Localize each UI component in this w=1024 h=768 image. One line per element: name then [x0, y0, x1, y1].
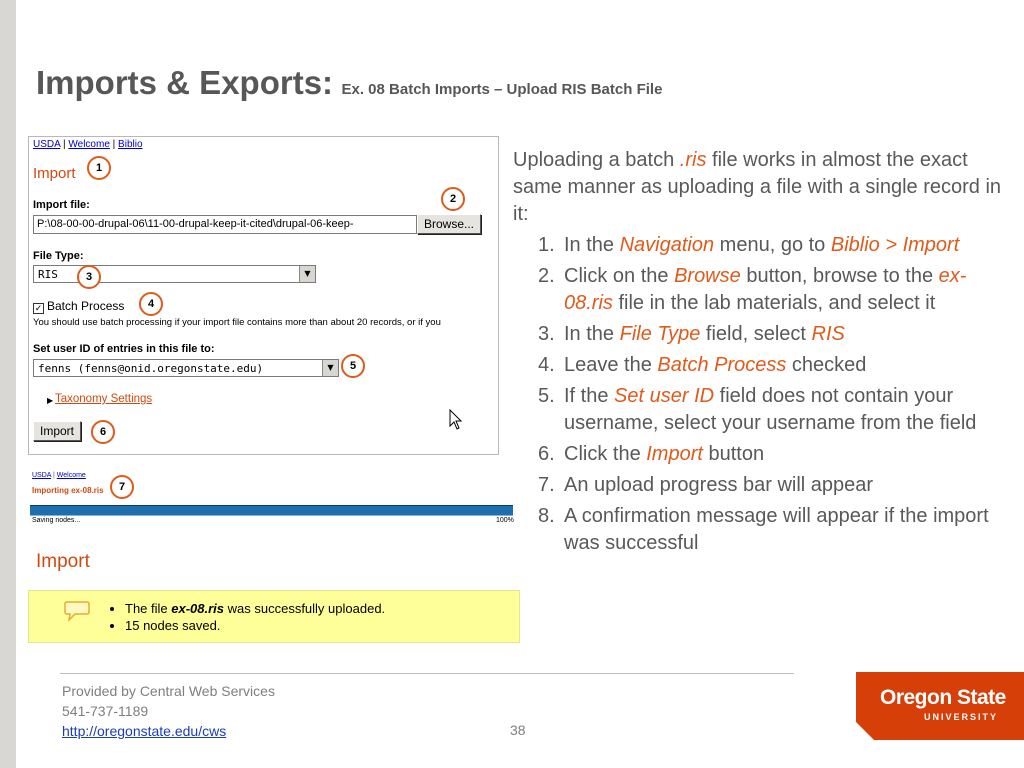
- upload-progress-bar: [30, 505, 513, 516]
- step-highlight: Batch Process: [657, 354, 787, 376]
- step-highlight: RIS: [811, 323, 845, 345]
- confirmation-item: • The file ex-08.ris was successfully uploaded.: [125, 601, 385, 616]
- left-accent-bar: [0, 0, 16, 768]
- step-highlight: Browse: [674, 265, 741, 287]
- progress-breadcrumb-usda[interactable]: USDA: [32, 472, 52, 479]
- user-id-label: Set user ID of entries in this file to:: [33, 343, 215, 355]
- breadcrumb-welcome[interactable]: Welcome: [68, 139, 110, 150]
- step-text: checked: [786, 354, 867, 376]
- progress-breadcrumb: USDA | Welcome: [32, 472, 86, 479]
- step-text: Click on the: [564, 265, 675, 287]
- confirmation-list: [125, 601, 385, 635]
- taxonomy-settings-link[interactable]: Taxonomy Settings: [55, 393, 153, 405]
- step-item: [513, 441, 1003, 468]
- step-highlight: ex-08.ris: [564, 265, 967, 314]
- step-text: Leave the: [564, 354, 658, 376]
- step-text: In the: [564, 234, 620, 256]
- footer-divider: [60, 673, 794, 674]
- file-type-label: File Type:: [33, 250, 84, 262]
- user-id-select[interactable]: [33, 359, 339, 377]
- steps-list: [513, 232, 1003, 557]
- osu-logo: [856, 672, 1024, 740]
- confirmation-item: • 15 nodes saved.: [125, 618, 385, 633]
- step-text: button, browse to the: [740, 265, 939, 287]
- step-number: 2.: [538, 265, 555, 287]
- step-item: [513, 352, 1003, 379]
- slide-title-sub: Ex. 08 Batch Imports – Upload RIS Batch File: [341, 81, 663, 98]
- browse-button[interactable]: Browse...: [417, 214, 481, 234]
- step-highlight: Biblio > Import: [830, 234, 960, 256]
- callout-badge-5: 5: [341, 354, 365, 378]
- step-text: file in the lab materials, and select it: [612, 292, 936, 314]
- callout-badge-3: 3: [77, 265, 101, 289]
- logo-name: Oregon State: [880, 686, 1006, 709]
- slide-title-main: Imports & Exports:: [36, 64, 334, 101]
- step-text: field, select: [700, 323, 812, 345]
- chevron-down-icon: ▼: [322, 360, 338, 376]
- import-form-screenshot: [28, 136, 499, 455]
- breadcrumb-biblio[interactable]: Biblio: [118, 139, 143, 150]
- callout-badge-4: 4: [139, 292, 163, 316]
- breadcrumb: USDA | Welcome | Biblio: [33, 139, 143, 150]
- footer-org: Provided by Central Web Services: [62, 683, 275, 699]
- footer-phone: 541-737-1189: [62, 703, 149, 719]
- step-number: 1.: [538, 234, 555, 256]
- step-item: [513, 383, 1003, 437]
- file-type-value: RIS: [38, 268, 58, 281]
- step-text: menu, go to: [714, 234, 831, 256]
- step-text: Click the: [564, 443, 647, 465]
- progress-status: Saving nodes...: [32, 517, 81, 524]
- import-button[interactable]: Import: [33, 421, 81, 441]
- footer-link[interactable]: http://oregonstate.edu/cws: [62, 723, 227, 739]
- progress-breadcrumb-welcome[interactable]: Welcome: [56, 472, 86, 479]
- slide-title: [36, 64, 662, 102]
- step-number: 3.: [538, 323, 555, 345]
- chevron-down-icon: ▼: [299, 266, 315, 282]
- step-text: An upload progress bar will appear: [564, 474, 874, 496]
- callout-badge-7: 7: [110, 475, 134, 499]
- import-file-input[interactable]: P:\08-00-00-drupal-06\11-00-drupal-keep-it-cited\drupal-06-keep-: [33, 215, 417, 234]
- batch-process-checkbox-row[interactable]: [33, 299, 124, 314]
- speech-bubble-icon: [63, 599, 91, 623]
- callout-badge-2: 2: [441, 187, 465, 211]
- step-highlight: Set user ID: [614, 385, 715, 407]
- progress-title: Importing ex-08.ris: [32, 486, 104, 495]
- step-item: [513, 503, 1003, 557]
- logo-corner: [856, 722, 874, 740]
- step-text: button: [702, 443, 765, 465]
- step-item: [513, 472, 1003, 499]
- callout-badge-6: 6: [91, 420, 115, 444]
- step-highlight: Import: [646, 443, 703, 465]
- step-text: field does not contain your username, select your username from the field: [564, 385, 977, 434]
- intro-paragraph: Uploading a batch .ris file works in almost the exact same manner as uploading a file with a single record in it:: [513, 149, 1002, 225]
- import-file-label: Import file:: [33, 199, 90, 211]
- confirmation-heading: Import: [36, 551, 90, 572]
- step-number: 6.: [538, 443, 555, 465]
- import-heading: Import: [33, 165, 76, 182]
- triangle-right-icon: ▶: [47, 396, 54, 405]
- step-highlight: File Type: [619, 323, 701, 345]
- step-number: 5.: [538, 385, 555, 407]
- batch-process-label: Batch Process: [47, 299, 125, 313]
- mouse-cursor-icon: [449, 409, 463, 431]
- step-item: [513, 263, 1003, 317]
- step-item: [513, 232, 1003, 259]
- step-number: 7.: [538, 474, 555, 496]
- confirmation-message: [28, 590, 520, 643]
- batch-process-checkbox[interactable]: ✓: [34, 303, 43, 313]
- step-text: In the: [564, 323, 620, 345]
- logo-sub: UNIVERSITY: [924, 712, 999, 722]
- step-text: A confirmation message will appear if the import was successful: [564, 505, 989, 554]
- batch-help-text: You should use batch processing if your import file contains more than about 20 records, or if you: [33, 317, 441, 328]
- step-number: 4.: [538, 354, 555, 376]
- breadcrumb-usda[interactable]: USDA: [33, 139, 61, 150]
- callout-badge-1: 1: [87, 156, 111, 180]
- page-number: 38: [510, 722, 526, 738]
- step-text: If the: [564, 385, 615, 407]
- footer: [62, 681, 275, 741]
- user-id-value: fenns (fenns@onid.oregonstate.edu): [38, 362, 264, 375]
- step-number: 8.: [538, 505, 555, 527]
- progress-percent: 100%: [496, 517, 514, 524]
- step-item: [513, 321, 1003, 348]
- instructions: [513, 147, 1003, 561]
- step-highlight: Navigation: [619, 234, 715, 256]
- file-type-select[interactable]: [33, 265, 316, 283]
